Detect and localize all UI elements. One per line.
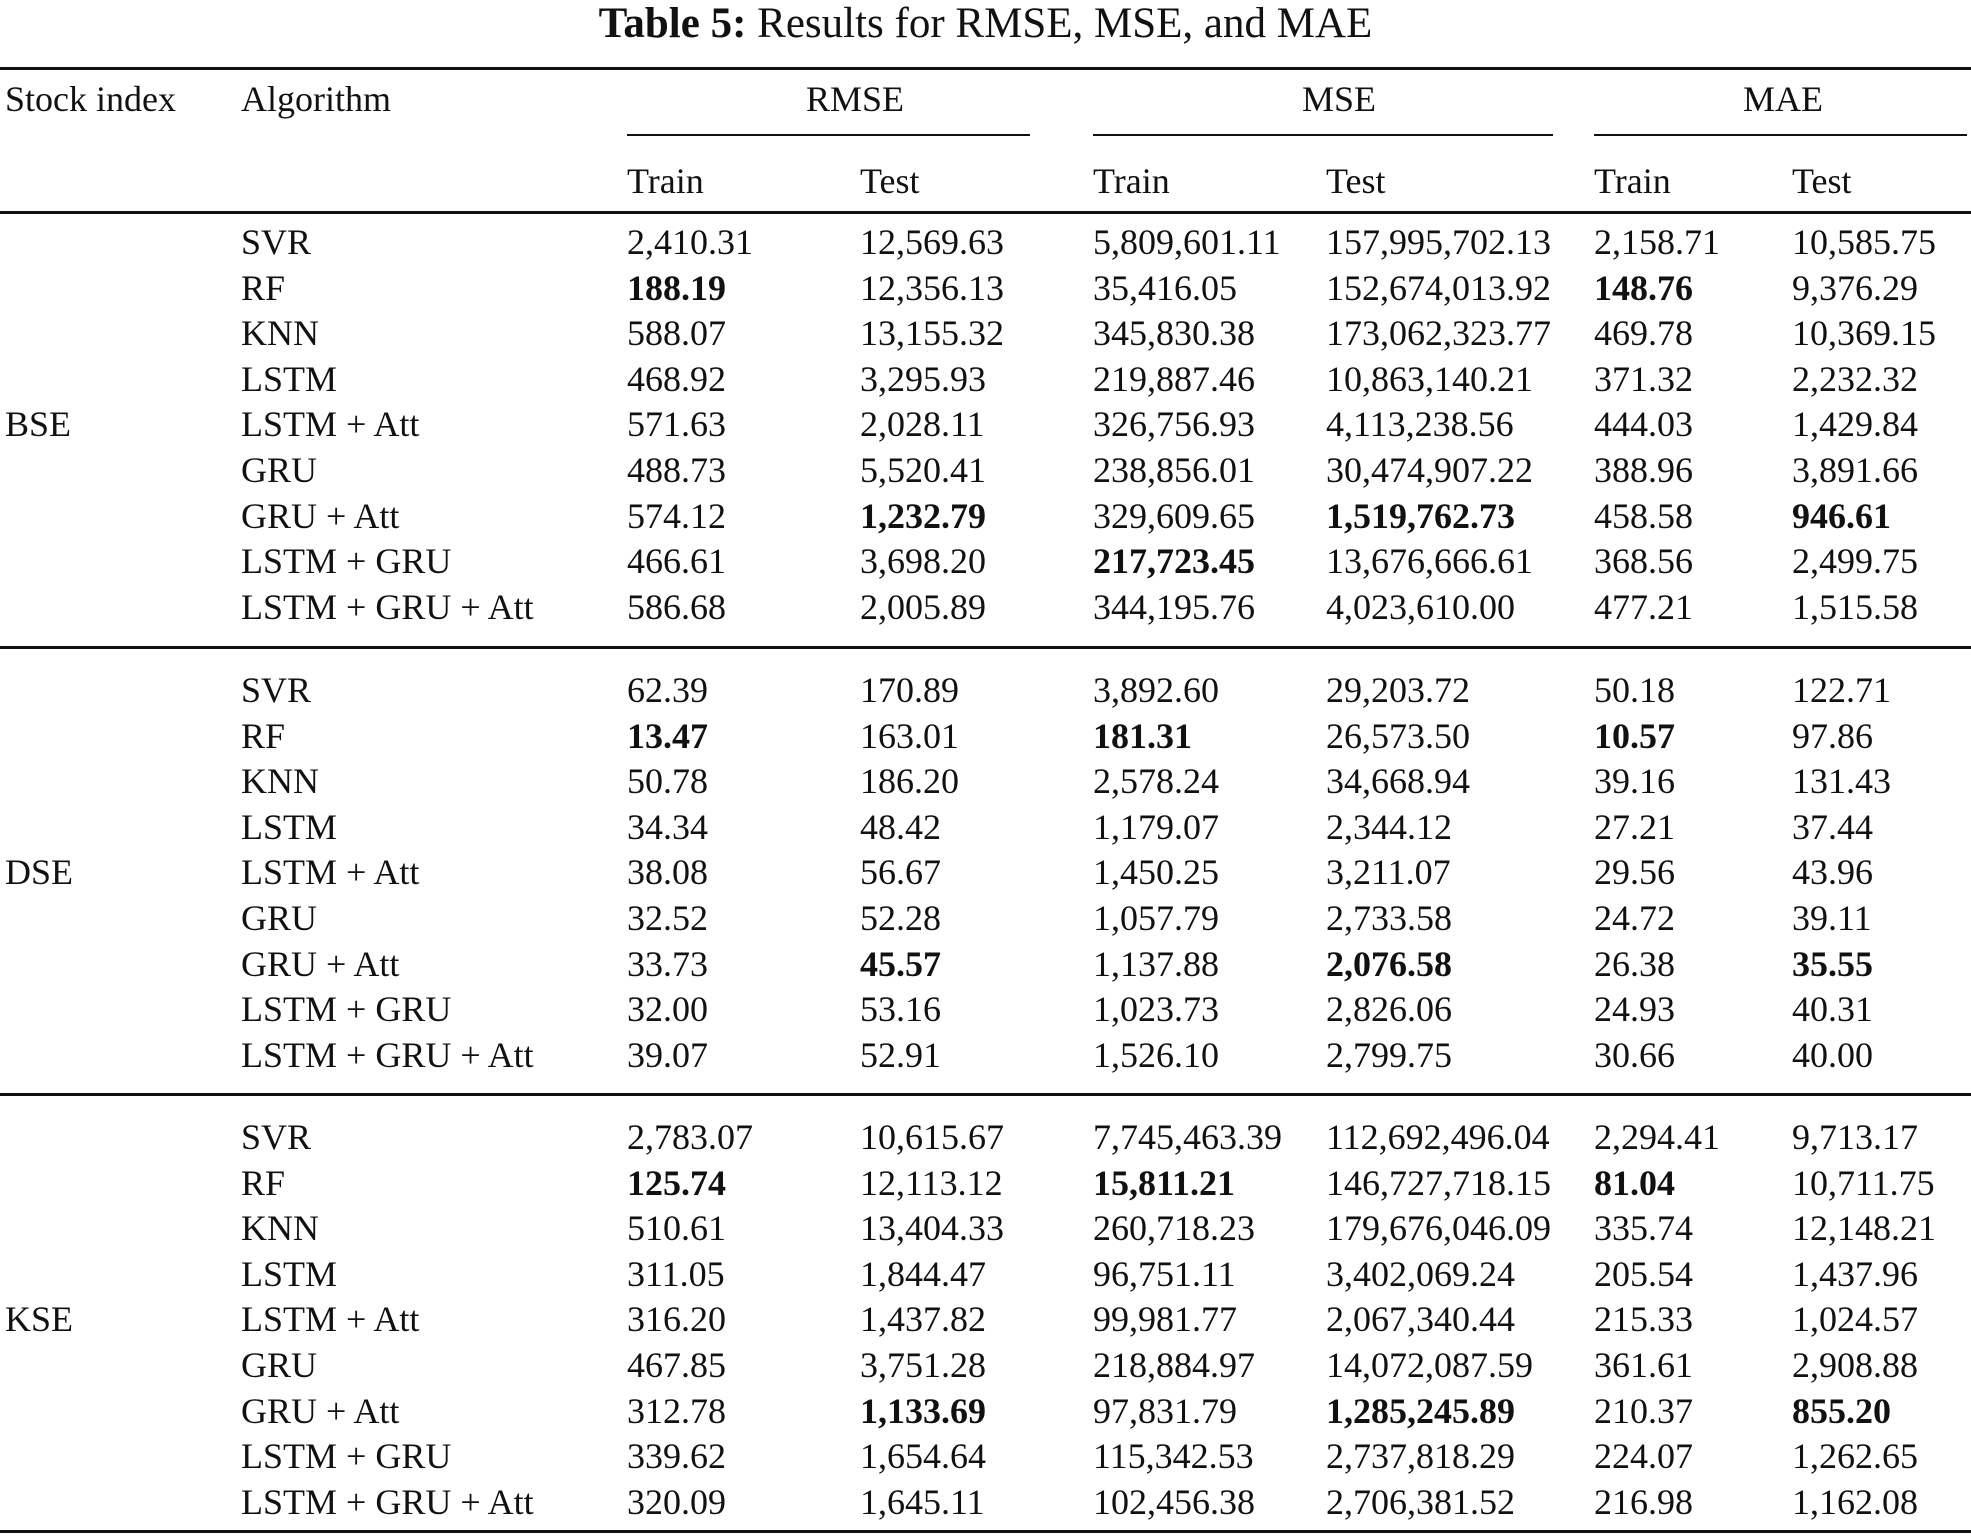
table-cell: 50.78 [627, 761, 708, 802]
table-cell: 855.20 [1792, 1390, 1891, 1431]
table-cell: 3,698.20 [860, 541, 986, 582]
table-cell: 1,519,762.73 [1326, 495, 1515, 536]
table-cell: 2,232.32 [1792, 358, 1918, 399]
table-cell: 53.16 [860, 989, 941, 1030]
table-cell: 50.18 [1594, 670, 1675, 710]
algorithm-label: GRU [241, 450, 318, 490]
table-cell: 97.86 [1792, 715, 1873, 756]
table-cell: 216.98 [1594, 1481, 1693, 1522]
table-cell: 1,024.57 [1792, 1299, 1918, 1340]
table-cell: 238,856.01 [1093, 450, 1255, 490]
algorithm-label: LSTM [241, 358, 338, 399]
table-cell: 33.73 [627, 943, 708, 984]
table-cell: 13.47 [627, 715, 708, 756]
table-cell: 2,826.06 [1326, 989, 1452, 1030]
header-test-rmse: Test [860, 161, 920, 201]
algorithm-label: GRU + Att [241, 943, 400, 984]
table-cell: 148.76 [1594, 267, 1693, 308]
table-cell: 368.56 [1594, 541, 1693, 582]
table-cell: 2,908.88 [1792, 1345, 1918, 1385]
table-cell: 2,783.07 [627, 1117, 753, 1157]
header-rule [0, 211, 1971, 214]
table-cell: 215.33 [1594, 1299, 1693, 1340]
table-cell: 361.61 [1594, 1345, 1693, 1385]
table-cell: 173,062,323.77 [1326, 313, 1551, 354]
table-cell: 52.28 [860, 898, 941, 938]
table-cell: 2,706,381.52 [1326, 1481, 1515, 1522]
table-cell: 56.67 [860, 852, 941, 893]
table-cell: 13,155.32 [860, 313, 1004, 354]
table-cell: 210.37 [1594, 1390, 1693, 1431]
header-metric-mse: MSE [1301, 79, 1377, 119]
algorithm-label: LSTM + GRU + Att [241, 586, 534, 627]
table-cell: 335.74 [1594, 1208, 1693, 1249]
table-cell: 29,203.72 [1326, 670, 1470, 710]
table-cell: 488.73 [627, 450, 726, 490]
table-cell: 311.05 [627, 1253, 725, 1294]
table-cell: 329,609.65 [1093, 495, 1255, 536]
stock-index-label: BSE [5, 404, 72, 445]
stock-index-label: KSE [5, 1299, 74, 1340]
table-cell: 312.78 [627, 1390, 726, 1431]
table-cell: 3,891.66 [1792, 450, 1918, 490]
group-divider [0, 646, 1971, 649]
table-cell: 1,654.64 [860, 1436, 986, 1477]
table-cell: 320.09 [627, 1481, 726, 1522]
table-cell: 9,713.17 [1792, 1117, 1918, 1157]
table-cell: 2,733.58 [1326, 898, 1452, 938]
table-cell: 574.12 [627, 495, 726, 536]
bottom-rule [0, 1530, 1971, 1533]
table-cell: 4,113,238.56 [1326, 404, 1514, 445]
table-cell: 1,437.96 [1792, 1253, 1918, 1294]
table-cell: 125.74 [627, 1162, 726, 1203]
table-cell: 1,162.08 [1792, 1481, 1918, 1522]
metric-underline [627, 134, 1030, 136]
table-cell: 4,023,610.00 [1326, 586, 1515, 627]
header-algorithm: Algorithm [241, 79, 391, 119]
algorithm-label: LSTM + GRU [241, 1436, 452, 1477]
table-cell: 1,232.79 [860, 495, 986, 536]
table-cell: 205.54 [1594, 1253, 1693, 1294]
table-cell: 2,737,818.29 [1326, 1436, 1515, 1477]
table-cell: 3,402,069.24 [1326, 1253, 1515, 1294]
caption-label: Table 5: [598, 0, 747, 47]
table-cell: 1,262.65 [1792, 1436, 1918, 1477]
table-cell: 26,573.50 [1326, 715, 1470, 756]
table-cell: 345,830.38 [1093, 313, 1255, 354]
table-cell: 2,499.75 [1792, 541, 1918, 582]
table-cell: 388.96 [1594, 450, 1693, 490]
table-cell: 30.66 [1594, 1034, 1675, 1075]
table-cell: 2,028.11 [860, 404, 985, 445]
table-cell: 1,429.84 [1792, 404, 1918, 445]
table-cell: 217,723.45 [1093, 541, 1255, 582]
stock-index-label: DSE [5, 852, 74, 893]
table-cell: 7,745,463.39 [1093, 1117, 1282, 1157]
table-cell: 163.01 [860, 715, 959, 756]
table-cell: 12,148.21 [1792, 1208, 1936, 1249]
table-cell: 39.07 [627, 1034, 708, 1075]
algorithm-label: RF [241, 715, 286, 756]
header-stock-index: Stock index [5, 79, 176, 119]
table-cell: 339.62 [627, 1436, 726, 1477]
table-cell: 30,474,907.22 [1326, 450, 1533, 490]
algorithm-label: RF [241, 267, 286, 308]
table-cell: 5,520.41 [860, 450, 986, 490]
table-cell: 188.19 [627, 267, 726, 308]
algorithm-label: LSTM + GRU + Att [241, 1034, 534, 1075]
table-cell: 62.39 [627, 670, 708, 710]
table-cell: 131.43 [1792, 761, 1891, 802]
table-cell: 1,137.88 [1093, 943, 1219, 984]
table-cell: 2,158.71 [1594, 222, 1720, 262]
table-cell: 170.89 [860, 670, 959, 710]
header-train-rmse: Train [627, 161, 704, 201]
table-cell: 466.61 [627, 541, 726, 582]
table-cell: 40.00 [1792, 1034, 1873, 1075]
algorithm-label: LSTM + Att [241, 1299, 420, 1340]
group-divider [0, 1093, 1971, 1096]
table-cell: 152,674,013.92 [1326, 267, 1551, 308]
top-rule [0, 67, 1971, 70]
table-cell: 97,831.79 [1093, 1390, 1237, 1431]
table-cell: 1,285,245.89 [1326, 1390, 1515, 1431]
table-cell: 186.20 [860, 761, 959, 802]
table-cell: 2,578.24 [1093, 761, 1219, 802]
algorithm-label: SVR [241, 222, 312, 262]
table-cell: 224.07 [1594, 1436, 1693, 1477]
table-cell: 99,981.77 [1093, 1299, 1237, 1340]
table-cell: 467.85 [627, 1345, 726, 1385]
table-cell: 1,437.82 [860, 1299, 986, 1340]
table-cell: 29.56 [1594, 852, 1675, 893]
table-cell: 468.92 [627, 358, 726, 399]
table-cell: 157,995,702.13 [1326, 222, 1551, 262]
algorithm-label: GRU [241, 898, 318, 938]
metric-underline [1093, 134, 1553, 136]
table-cell: 39.11 [1792, 898, 1872, 938]
table-cell: 10.57 [1594, 715, 1675, 756]
table-cell: 81.04 [1594, 1162, 1675, 1203]
table-cell: 40.31 [1792, 989, 1873, 1030]
algorithm-label: LSTM [241, 806, 338, 847]
algorithm-label: RF [241, 1162, 286, 1203]
algorithm-label: LSTM + GRU [241, 541, 452, 582]
header-train-mse: Train [1093, 161, 1170, 201]
table-cell: 45.57 [860, 943, 941, 984]
table-cell: 344,195.76 [1093, 586, 1255, 627]
algorithm-label: SVR [241, 1117, 312, 1157]
table-cell: 43.96 [1792, 852, 1873, 893]
algorithm-label: KNN [241, 313, 319, 354]
algorithm-label: KNN [241, 1208, 319, 1249]
table-cell: 260,718.23 [1093, 1208, 1255, 1249]
table-cell: 10,585.75 [1792, 222, 1936, 262]
algorithm-label: GRU + Att [241, 1390, 400, 1431]
table-cell: 179,676,046.09 [1326, 1208, 1551, 1249]
table-cell: 38.08 [627, 852, 708, 893]
table-cell: 12,356.13 [860, 267, 1004, 308]
table-cell: 371.32 [1594, 358, 1693, 399]
table-cell: 181.31 [1093, 715, 1192, 756]
algorithm-label: GRU + Att [241, 495, 400, 536]
table-cell: 34.34 [627, 806, 708, 847]
table-cell: 37.44 [1792, 806, 1873, 847]
table-cell: 10,711.75 [1792, 1162, 1935, 1203]
table-cell: 10,863,140.21 [1326, 358, 1533, 399]
table-cell: 146,727,718.15 [1326, 1162, 1551, 1203]
table-cell: 27.21 [1594, 806, 1675, 847]
algorithm-label: LSTM [241, 1253, 338, 1294]
table-cell: 1,133.69 [860, 1390, 986, 1431]
table-cell: 2,799.75 [1326, 1034, 1452, 1075]
table-cell: 102,456.38 [1093, 1481, 1255, 1522]
table-cell: 24.93 [1594, 989, 1675, 1030]
table-cell: 35,416.05 [1093, 267, 1237, 308]
table-cell: 469.78 [1594, 313, 1693, 354]
algorithm-label: SVR [241, 670, 312, 710]
algorithm-label: GRU [241, 1345, 318, 1385]
table-cell: 10,369.15 [1792, 313, 1936, 354]
table-cell: 24.72 [1594, 898, 1675, 938]
table-cell: 12,569.63 [860, 222, 1004, 262]
table-cell: 48.42 [860, 806, 941, 847]
table-cell: 2,294.41 [1594, 1117, 1720, 1157]
table-cell: 2,076.58 [1326, 943, 1452, 984]
algorithm-label: LSTM + Att [241, 404, 420, 445]
table-cell: 112,692,496.04 [1326, 1117, 1550, 1157]
table-cell: 13,676,666.61 [1326, 541, 1533, 582]
table-cell: 14,072,087.59 [1326, 1345, 1533, 1385]
table-cell: 3,751.28 [860, 1345, 986, 1385]
header-test-mae: Test [1792, 161, 1852, 201]
table-cell: 10,615.67 [860, 1117, 1004, 1157]
table-cell: 1,645.11 [860, 1481, 985, 1522]
table-cell: 1,515.58 [1792, 586, 1918, 627]
table-cell: 1,526.10 [1093, 1034, 1219, 1075]
algorithm-label: LSTM + Att [241, 852, 420, 893]
table-cell: 2,067,340.44 [1326, 1299, 1515, 1340]
table-cell: 35.55 [1792, 943, 1873, 984]
table-cell: 26.38 [1594, 943, 1675, 984]
table-cell: 13,404.33 [860, 1208, 1004, 1249]
table-cell: 586.68 [627, 586, 726, 627]
table-cell: 3,295.93 [860, 358, 986, 399]
algorithm-label: KNN [241, 761, 319, 802]
table-cell: 219,887.46 [1093, 358, 1255, 399]
table-cell: 2,005.89 [860, 586, 986, 627]
table-cell: 1,179.07 [1093, 806, 1219, 847]
table-cell: 1,023.73 [1093, 989, 1219, 1030]
header-metric-mae: MAE [1743, 79, 1823, 119]
table-cell: 946.61 [1792, 495, 1891, 536]
table-cell: 510.61 [627, 1208, 726, 1249]
table-cell: 34,668.94 [1326, 761, 1470, 802]
header-metric-rmse: RMSE [805, 79, 905, 119]
table-cell: 122.71 [1792, 670, 1891, 710]
table-cell: 39.16 [1594, 761, 1675, 802]
table-cell: 3,211.07 [1326, 852, 1451, 893]
algorithm-label: LSTM + GRU + Att [241, 1481, 534, 1522]
table-cell: 1,450.25 [1093, 852, 1219, 893]
table-cell: 1,844.47 [860, 1253, 986, 1294]
table-cell: 444.03 [1594, 404, 1693, 445]
table-cell: 316.20 [627, 1299, 726, 1340]
header-train-mae: Train [1594, 161, 1671, 201]
table-cell: 588.07 [627, 313, 726, 354]
algorithm-label: LSTM + GRU [241, 989, 452, 1030]
table-cell: 12,113.12 [860, 1162, 1003, 1203]
table-cell: 458.58 [1594, 495, 1693, 536]
table-cell: 15,811.21 [1093, 1162, 1236, 1203]
table-cell: 218,884.97 [1093, 1345, 1255, 1385]
table-cell: 2,410.31 [627, 222, 753, 262]
table-cell: 5,809,601.11 [1093, 222, 1281, 262]
table-cell: 477.21 [1594, 586, 1693, 627]
table-cell: 3,892.60 [1093, 670, 1219, 710]
table-cell: 1,057.79 [1093, 898, 1219, 938]
table-cell: 32.52 [627, 898, 708, 938]
table-cell: 9,376.29 [1792, 267, 1918, 308]
metric-underline [1594, 134, 1967, 136]
table-cell: 52.91 [860, 1034, 941, 1075]
caption-text: Results for RMSE, MSE, and MAE [757, 0, 1373, 47]
table-cell: 571.63 [627, 404, 726, 445]
table-cell: 96,751.11 [1093, 1253, 1236, 1294]
header-test-mse: Test [1326, 161, 1386, 201]
table-cell: 2,344.12 [1326, 806, 1452, 847]
table-cell: 326,756.93 [1093, 404, 1255, 445]
table-cell: 115,342.53 [1093, 1436, 1254, 1477]
table-cell: 32.00 [627, 989, 708, 1030]
